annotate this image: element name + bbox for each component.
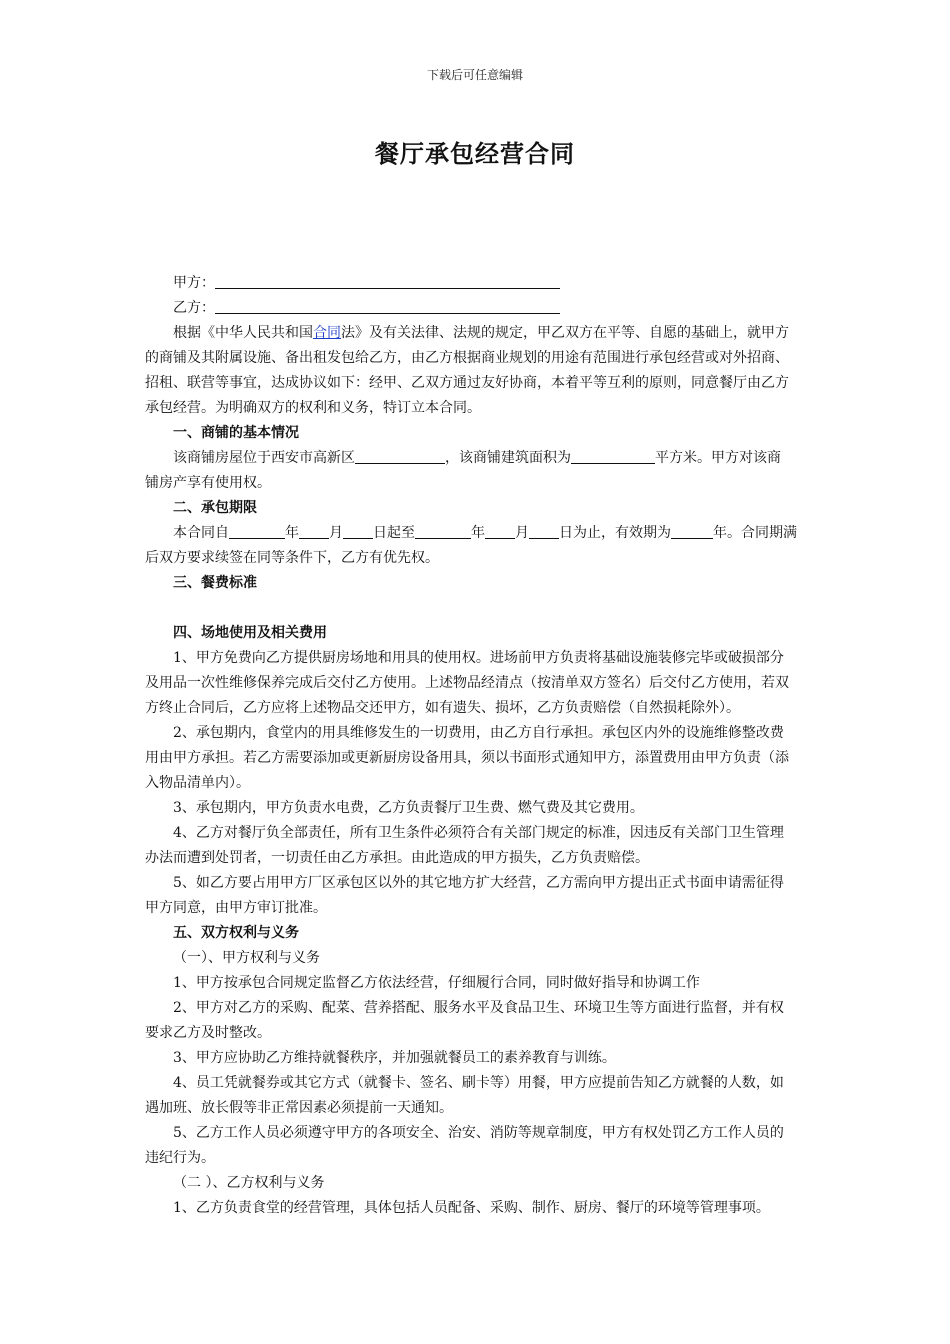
section4-line: 方终止合同后，乙方应将上述物品交还甲方，如有遗失、损坏，乙方负责赔偿（自然损耗除外）。 xyxy=(145,700,740,716)
section5-line: 2、甲方对乙方的采购、配菜、营养搭配、服务水平及食品卫生、环境卫生等方面进行监督，并有权 xyxy=(173,1000,784,1016)
section-heading: 三、餐费标准 xyxy=(173,575,257,591)
term-text: 日为止，有效期为 xyxy=(559,525,671,541)
section4-line: 及用品一次性维修保养完成后交付乙方使用。上述物品经清点（按清单双方签名）后交付乙方使用，若双 xyxy=(145,675,789,691)
party-a-blank[interactable] xyxy=(215,272,560,289)
term-text: 年 xyxy=(471,525,485,541)
section4-line: 入物品清单内）。 xyxy=(145,775,250,791)
section5-line: 违纪行为。 xyxy=(145,1150,215,1166)
term-text: 日起至 xyxy=(373,525,415,541)
end-month-blank[interactable] xyxy=(485,523,515,539)
empty-line xyxy=(145,596,807,621)
party-b-label: 乙方： xyxy=(173,300,215,316)
section5-line: 5、乙方工作人员必须遵守甲方的各项安全、治安、消防等规章制度，甲方有权处罚乙方工作人员的 xyxy=(173,1125,784,1141)
preamble-line: 招租、联营等事宜，达成协议如下：经甲、乙双方通过友好协商，本着平等互利的原则，同意餐厅由乙方 xyxy=(145,375,789,391)
document-body xyxy=(145,271,807,1221)
term-text: 月 xyxy=(329,525,343,541)
start-year-blank[interactable] xyxy=(229,523,285,539)
preamble-line xyxy=(145,321,807,346)
section4-line: 用由甲方承担。若乙方需要添加或更新厨房设备用具，须以书面形式通知甲方，添置费用由甲方负责（添 xyxy=(145,750,789,766)
section4-line: 3、承包期内，甲方负责水电费，乙方负责餐厅卫生费、燃气费及其它费用。 xyxy=(173,800,644,816)
party-a-label: 甲方： xyxy=(173,275,215,291)
section4-line: 4、乙方对餐厅负全部责任，所有卫生条件必须符合有关部门规定的标准，因违反有关部门卫生管理 xyxy=(173,825,784,841)
preamble-text: 法》及有关法律、法规的规定，甲乙双方在平等、自愿的基础上，就甲方 xyxy=(341,325,789,341)
term-line: 后双方要求续签在同等条件下，乙方有优先权。 xyxy=(145,550,439,566)
section4-line: 1、甲方免费向乙方提供厨房场地和用具的使用权。进场前甲方负责将基础设施装修完毕或破损部分 xyxy=(173,650,784,666)
section-heading: 一、商铺的基本情况 xyxy=(173,425,299,441)
duration-blank[interactable] xyxy=(671,523,713,539)
header-note: 下载后可任意编辑 xyxy=(426,68,523,82)
section5-line: 遇加班、放长假等非正常因素必须提前一天通知。 xyxy=(145,1100,453,1116)
section1-line xyxy=(145,446,807,471)
preamble-line: 承包经营。为明确双方的权利和义务，特订立本合同。 xyxy=(145,400,481,416)
document-title: 餐厅承包经营合同 xyxy=(375,140,575,168)
preamble-line: 的商铺及其附属设施、备出租发包给乙方，由乙方根据商业规划的用途有范围进行承包经营或对外招商、 xyxy=(145,350,789,366)
section5-line: 要求乙方及时整改。 xyxy=(145,1025,271,1041)
area-blank[interactable] xyxy=(571,448,655,464)
section1-text: ，该商铺建筑面积为 xyxy=(445,450,571,466)
section4-line: 办法而遭到处罚者，一切责任由乙方承担。由此造成的甲方损失，乙方负责赔偿。 xyxy=(145,850,649,866)
start-day-blank[interactable] xyxy=(343,523,373,539)
term-line xyxy=(145,521,807,546)
subsection-heading: （一）、甲方权利与义务 xyxy=(173,950,320,966)
subsection-heading: （二 ）、乙方权利与义务 xyxy=(173,1175,325,1191)
term-text: 年。合同期满 xyxy=(713,525,797,541)
section4-line: 甲方同意，由甲方审订批准。 xyxy=(145,900,327,916)
section5-line: 1、甲方按承包合同规定监督乙方依法经营，仔细履行合同，同时做好指导和协调工作 xyxy=(173,975,700,991)
section1-line: 铺房产享有使用权。 xyxy=(145,475,271,491)
term-text: 本合同自 xyxy=(173,525,229,541)
contract-law-link[interactable]: 合同 xyxy=(313,325,341,341)
section-heading: 二、承包期限 xyxy=(173,500,257,516)
term-text: 月 xyxy=(515,525,529,541)
term-text: 年 xyxy=(285,525,299,541)
party-b-blank[interactable] xyxy=(215,297,560,314)
end-year-blank[interactable] xyxy=(415,523,471,539)
section-heading: 四、场地使用及相关费用 xyxy=(173,625,327,641)
district-blank[interactable] xyxy=(355,448,445,464)
section1-text: 平方米。甲方对该商 xyxy=(655,450,781,466)
party-a-line xyxy=(145,271,807,296)
section1-text: 该商铺房屋位于西安市高新区 xyxy=(173,450,355,466)
section4-line: 2、承包期内，食堂内的用具维修发生的一切费用，由乙方自行承担。承包区内外的设施维修整改费 xyxy=(173,725,784,741)
start-month-blank[interactable] xyxy=(299,523,329,539)
section4-line: 5、如乙方要占用甲方厂区承包区以外的其它地方扩大经营，乙方需向甲方提出正式书面申请需征得 xyxy=(173,875,784,891)
preamble-text: 根据《中华人民共和国 xyxy=(173,325,313,341)
section-heading: 五、双方权利与义务 xyxy=(173,925,299,941)
section5-line: 3、甲方应协助乙方维持就餐秩序，并加强就餐员工的素养教育与训练。 xyxy=(173,1050,616,1066)
section5-line: 1、乙方负责食堂的经营管理，具体包括人员配备、采购、制作、厨房、餐厅的环境等管理事项。 xyxy=(173,1200,770,1216)
section5-line: 4、员工凭就餐券或其它方式（就餐卡、签名、刷卡等）用餐，甲方应提前告知乙方就餐的人数，如 xyxy=(173,1075,784,1091)
party-b-line xyxy=(145,296,807,321)
end-day-blank[interactable] xyxy=(529,523,559,539)
